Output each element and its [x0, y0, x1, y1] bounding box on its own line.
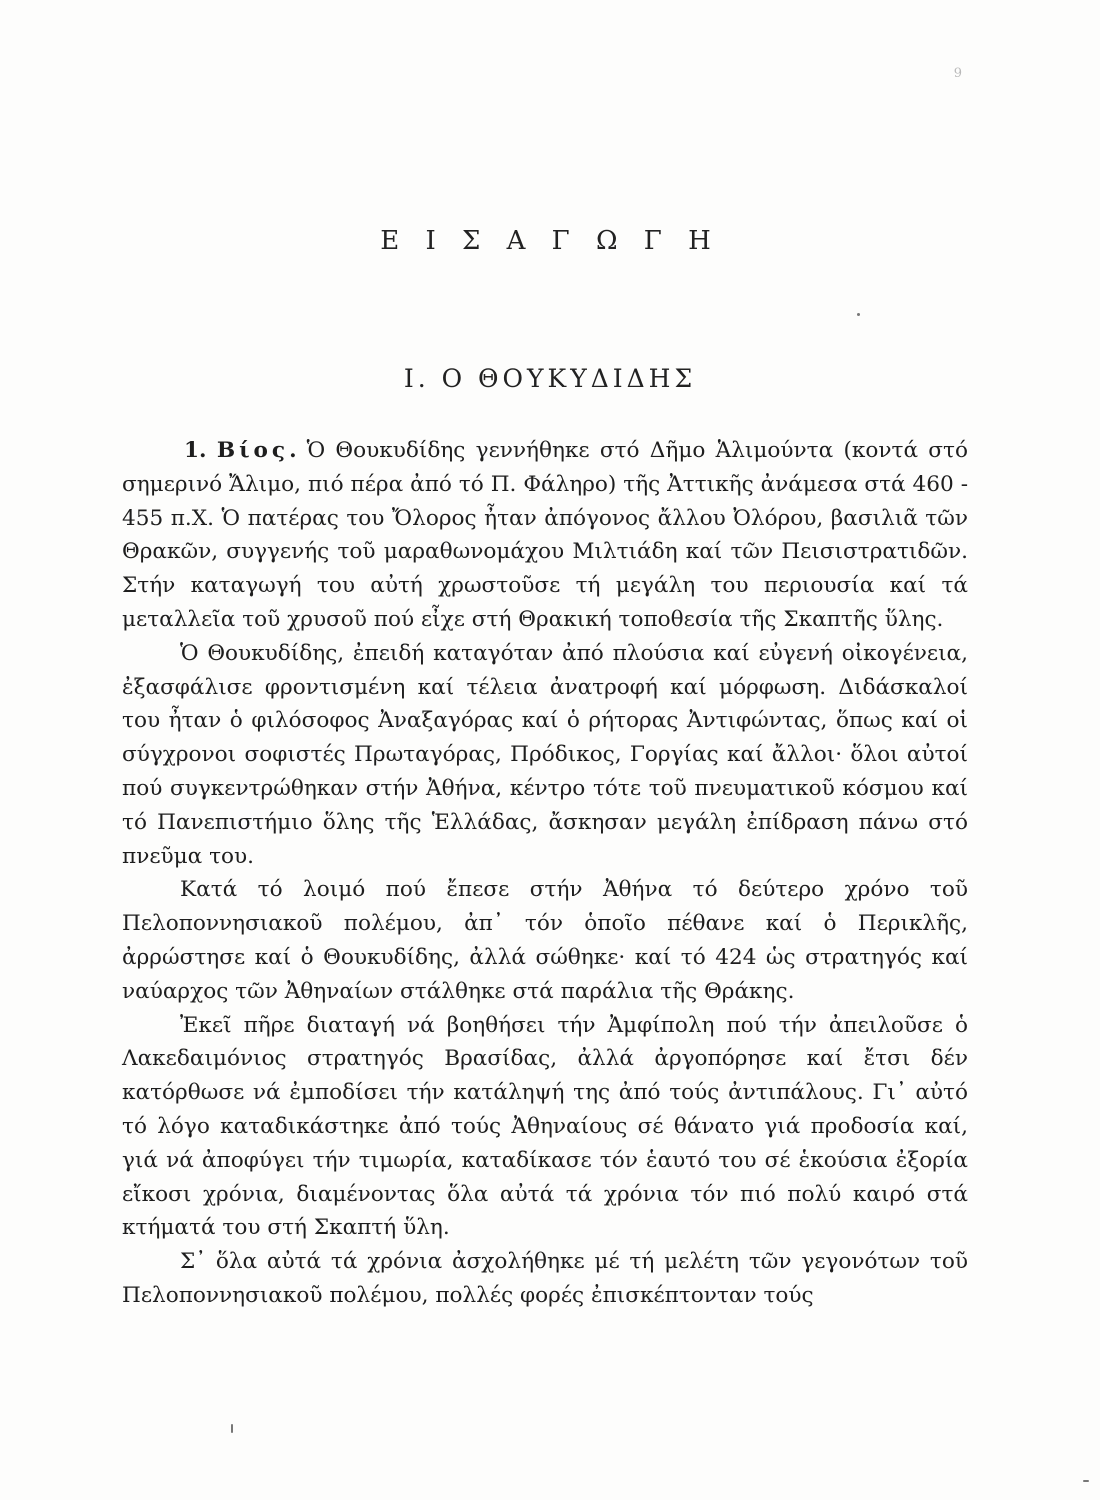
paragraph-4: Ἐκεῖ πῆρε διαταγή νά βοηθήσει τήν Ἀμφίπολη πού τήν ἀπειλοῦσε ὁ Λακεδαιμόνιος στρατηγός Βρασίδας, ἀλλά ἀργοπόρησε καί ἔτσι δέν κατόρθωσε νά ἐμποδίσει τήν κατάληψή της ἀπό τούς ἀντιπάλους. Γι᾽ αὐτό τό λόγο καταδικάστηκε ἀπό τούς Ἀθηναίους σέ θάνατο γιά προδοσία καί, γιά νά ἀποφύγει τήν τιμωρία, καταδίκασε τόν ἑαυτό του σέ ἑκούσια ἐξορία εἴκοσι χρόνια, διαμένοντας ὅλα αὐτά τά χρόνια τόν πιό πολύ καιρό στά κτήματά του στή Σκαπτή ὕλη.: [122, 1012, 968, 1241]
section-heading: Ι. Ο ΘΟΥΚΥΔΙΔΗΣ: [403, 364, 697, 393]
paper-speck: [857, 313, 860, 316]
paper-speck: [1083, 1480, 1089, 1482]
chapter-title: Ε Ι Σ Α Γ Ω Γ Η: [380, 226, 720, 256]
page-number: 9: [953, 66, 962, 81]
paragraph-3: Κατά τό λοιμό πού ἔπεσε στήν Ἀθήνα τό δεύτερο χρόνο τοῦ Πελοποννησιακοῦ πολέμου, ἀπ᾽ τόν ὁποῖο πέθανε καί ὁ Περικλῆς, ἀρρώστησε καί ὁ Θουκυδίδης, ἀλλά σώθηκε· καί τό 424 ὡς στρατηγός καί ναύαρχος τῶν Ἀθηναίων στάλθηκε στά παράλια τῆς Θράκης.: [122, 877, 968, 1004]
paper-speck: [231, 1424, 233, 1433]
paragraph-1: [122, 434, 968, 637]
body-text: [122, 434, 968, 1313]
paragraph-text: Ὁ Θουκυδίδης γεννήθηκε στό Δῆμο Ἁλιμούντα (κοντά στό σημερινό Ἄλιμο, πιό πέρα ἀπό τό Π. Φάληρο) τῆς Ἀττικῆς ἀνάμεσα στά 460 - 455 π.Χ. Ὁ πατέρας του Ὄλορος ἦταν ἀπόγονος ἄλλου Ὀλόρου, βασιλιᾶ τῶν Θρακῶν, συγγενής τοῦ μαραθωνομάχου Μιλτιάδη καί τῶν Πεισιστρατιδῶν. Στήν καταγωγή του αὐτή χρωστοῦσε τή μεγάλη του περιουσία καί τά μεταλλεῖα τοῦ χρυσοῦ πού εἶχε στή Θρακική τοποθεσία τῆς Σκαπτῆς ὕλης.: [122, 438, 968, 632]
subsection-label: Βίος.: [216, 438, 301, 463]
paragraph-2: Ὁ Θουκυδίδης, ἐπειδή καταγόταν ἀπό πλούσια καί εὐγενή οἰκογένεια, ἐξασφάλισε φροντισμένη καί τέλεια ἀνατροφή καί μόρφωση. Διδάσκαλοί του ἦταν ὁ φιλόσοφος Ἀναξαγόρας καί ὁ ρήτορας Ἀντιφώντας, ὅπως καί οἱ σύγχρονοι σοφιστές Πρωταγόρας, Πρόδικος, Γοργίας καί ἄλλοι· ὅλοι αὐτοί πού συγκεντρώθηκαν στήν Ἀθήνα, κέντρο τότε τοῦ πνευματικοῦ κόσμου καί τό Πανεπιστήμιο ὅλης τῆς Ἑλλάδας, ἄσκησαν μεγάλη ἐπίδραση πάνω στό πνεῦμα του.: [122, 640, 968, 869]
paragraph-5: Σ᾽ ὅλα αὐτά τά χρόνια ἀσχολήθηκε μέ τή μελέτη τῶν γεγονότων τοῦ Πελοποννησιακοῦ πολέμου, πολλές φορές ἐπισκέπτονταν τούς: [122, 1249, 968, 1308]
subsection-number: 1.: [184, 438, 207, 463]
